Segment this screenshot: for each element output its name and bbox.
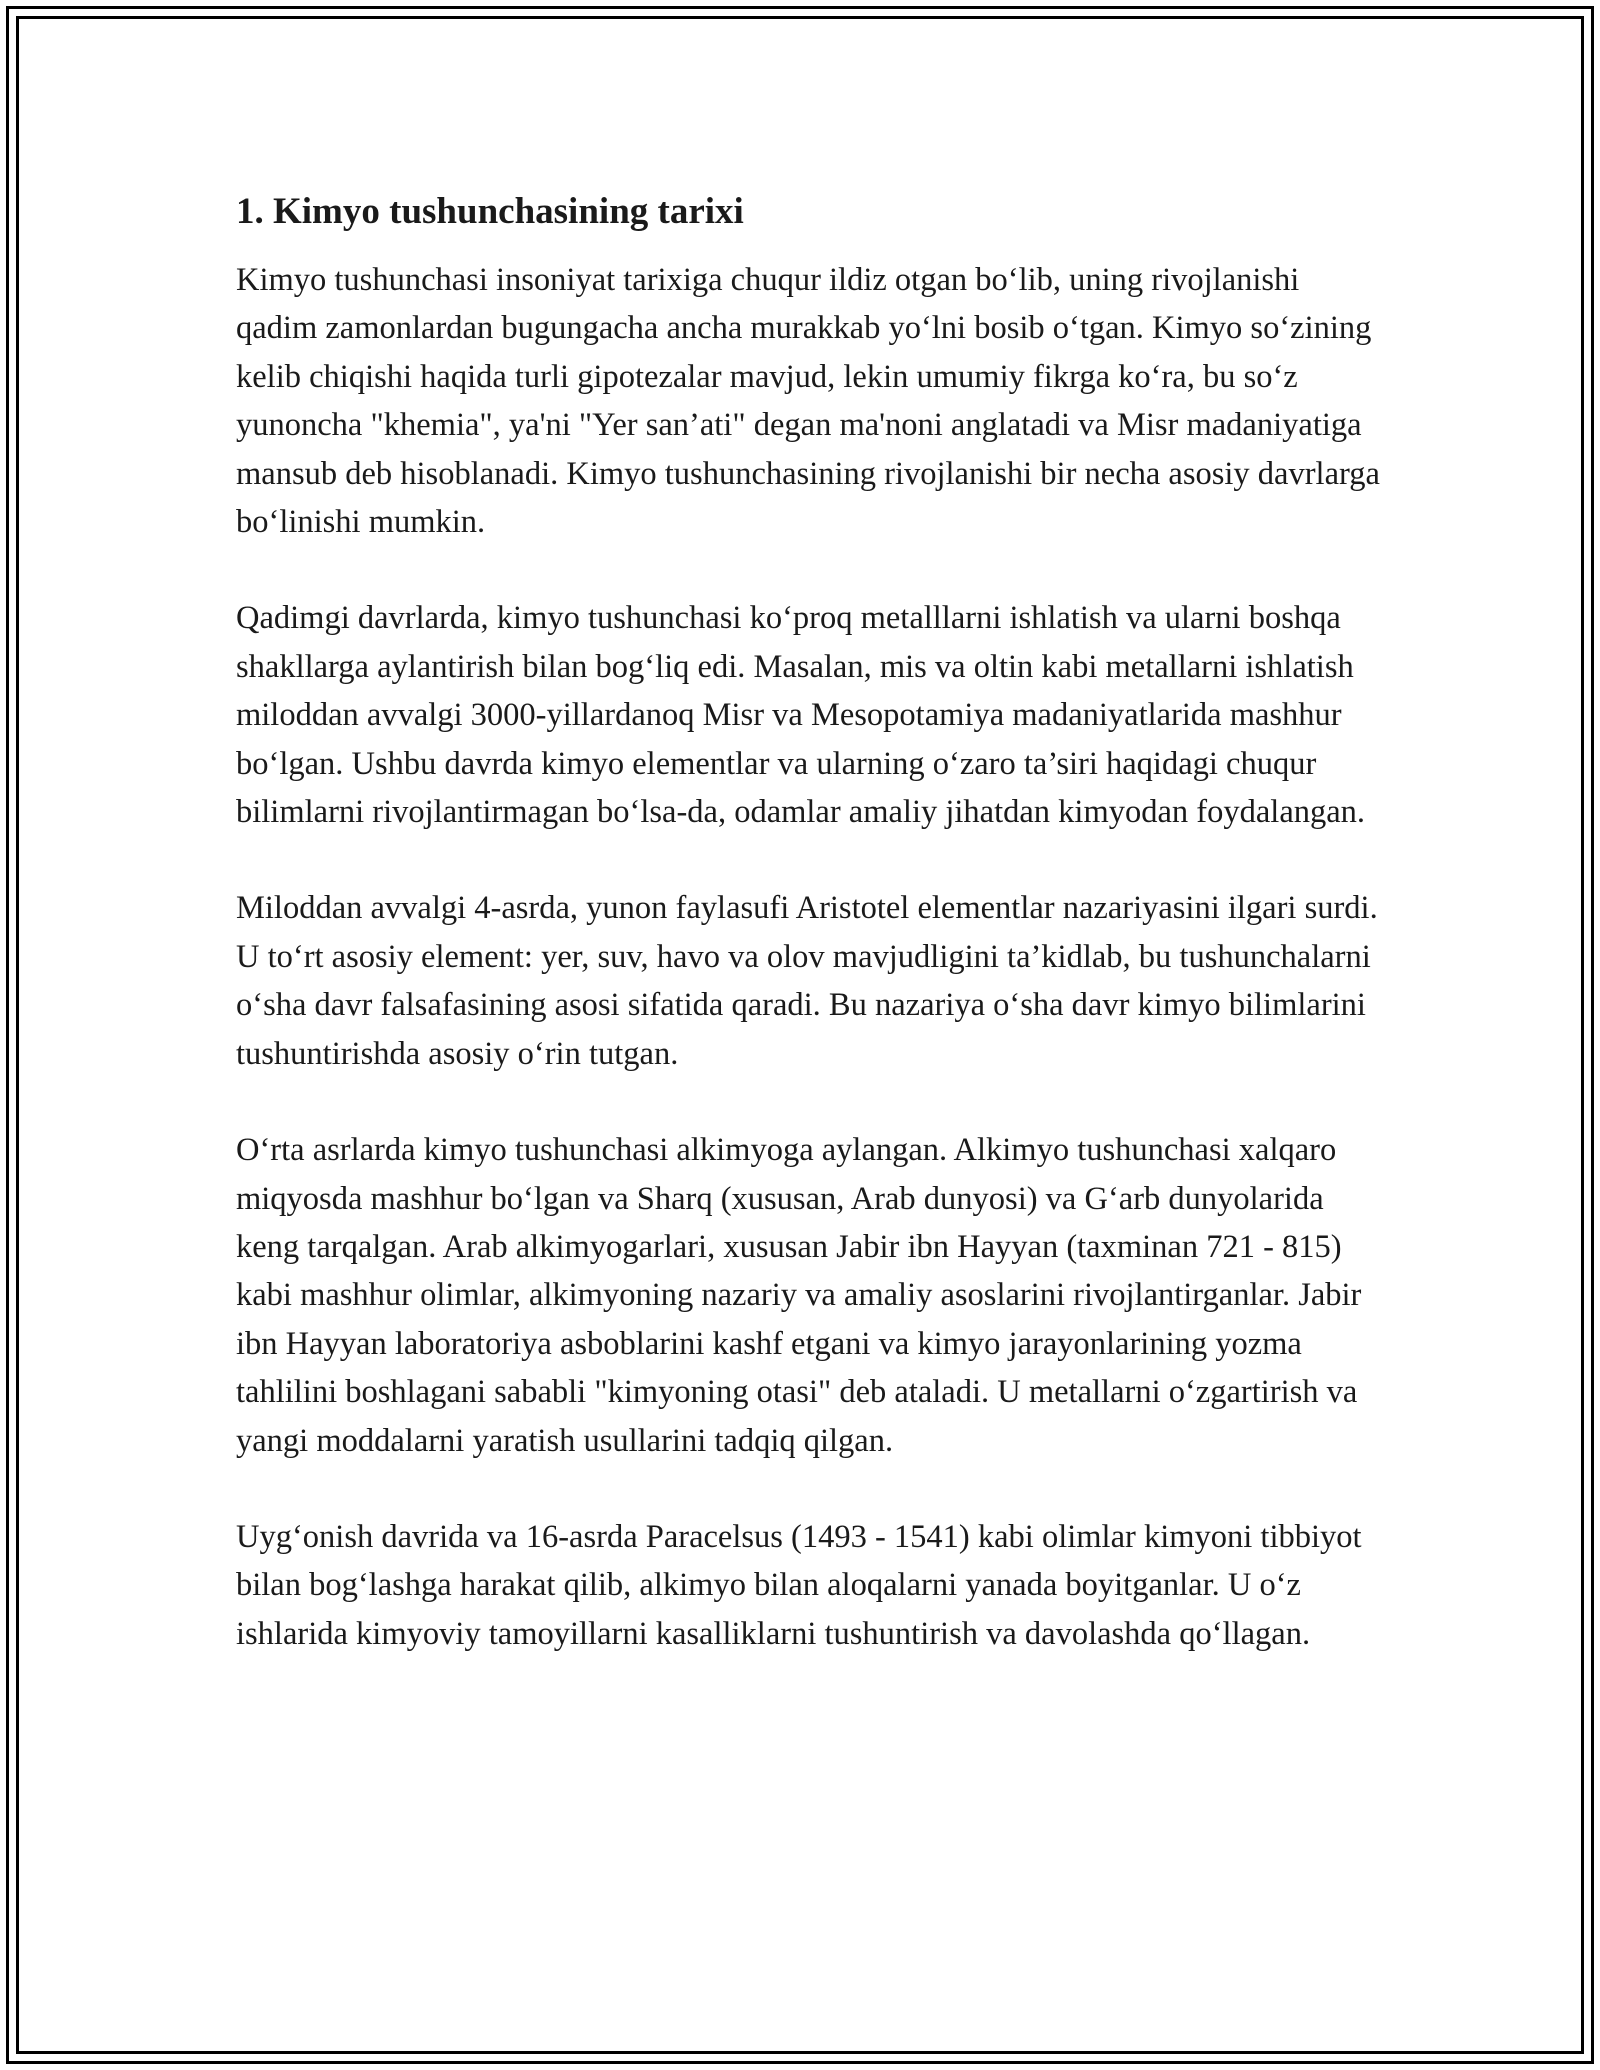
section-heading: 1. Kimyo tushunchasining tarixi — [236, 191, 744, 232]
document-body — [236, 186, 1381, 1706]
paragraph-etymology: Kimyo tushunchasi insoniyat tarixiga chuqur ildiz otgan bo‘lib, uning rivojlanishi qadim zamonlardan bugungacha ancha murakkab yo‘lni bosib o‘tgan. Kimyo so‘zining kelib chiqishi haqida turli gipotezalar mavjud, lekin umumiy fikrga ko‘ra, bu so‘z yunoncha "khemia", ya'ni "Yer san’ati" degan ma'noni anglatadi va Misr madaniyatiga mansub deb hisoblanadi. Kimyo tushunchasining rivojlanishi bir necha asosiy davrlarga bo‘linishi mumkin. — [236, 262, 1380, 541]
paragraph-aristotle: Miloddan avvalgi 4-asrda, yunon faylasufi Aristotel elementlar nazariyasini ilgari surdi. U to‘rt asosiy element: yer, suv, havo va olov mavjudligini ta’kidlab, bu tushunchalarni o‘sha davr falsafasining asosi sifatida qaradi. Bu nazariya o‘sha davr kimyo bilimlarini tushuntirishda asosiy o‘rin tutgan. — [236, 890, 1378, 1072]
paragraph-ancient-period: Qadimgi davrlarda, kimyo tushunchasi ko‘proq metalllarni ishlatish va ularni boshqa shakllarga aylantirish bilan bog‘liq edi. Masalan, mis va oltin kabi metallarni ishlatish miloddan avvalgi 3000-yillardanoq Misr va Mesopotamiya madaniyatlarida mashhur bo‘lgan. Ushbu davrda kimyo elementlar va ularning o‘zaro ta’siri haqidagi chuqur bilimlarni rivojlantirmagan bo‘lsa-da, odamlar amaliy jihatdan kimyodan foydalangan. — [236, 600, 1366, 831]
paragraph-middle-ages-alchemy: O‘rta asrlarda kimyo tushunchasi alkimyoga aylangan. Alkimyo tushunchasi xalqaro miqyosda mashhur bo‘lgan va Sharq (xususan, Arab dunyosi) va G‘arb dunyolarida keng tarqalgan. Arab alkimyogarlari, xususan Jabir ibn Hayyan (taxminan 721 - 815) kabi mashhur olimlar, alkimyoning nazariy va amaliy asoslarini rivojlantirganlar. Jabir ibn Hayyan laboratoriya asboblarini kashf etgani va kimyo jarayonlarining yozma tahlilini boshlagani sababli "kimyoning otasi" deb ataladi. U metallarni o‘zgartirish va yangi moddalarni yaratish usullarini tadqiq qilgan. — [236, 1132, 1362, 1459]
paragraph-renaissance: Uyg‘onish davrida va 16-asrda Paracelsus (1493 - 1541) kabi olimlar kimyoni tibbiyot bilan bog‘lashga harakat qilib, alkimyo bilan aloqalarni yanada boyitganlar. U o‘z ishlarida kimyoviy tamoyillarni kasalliklarni tushuntirish va davolashda qo‘llagan. — [236, 1518, 1362, 1652]
